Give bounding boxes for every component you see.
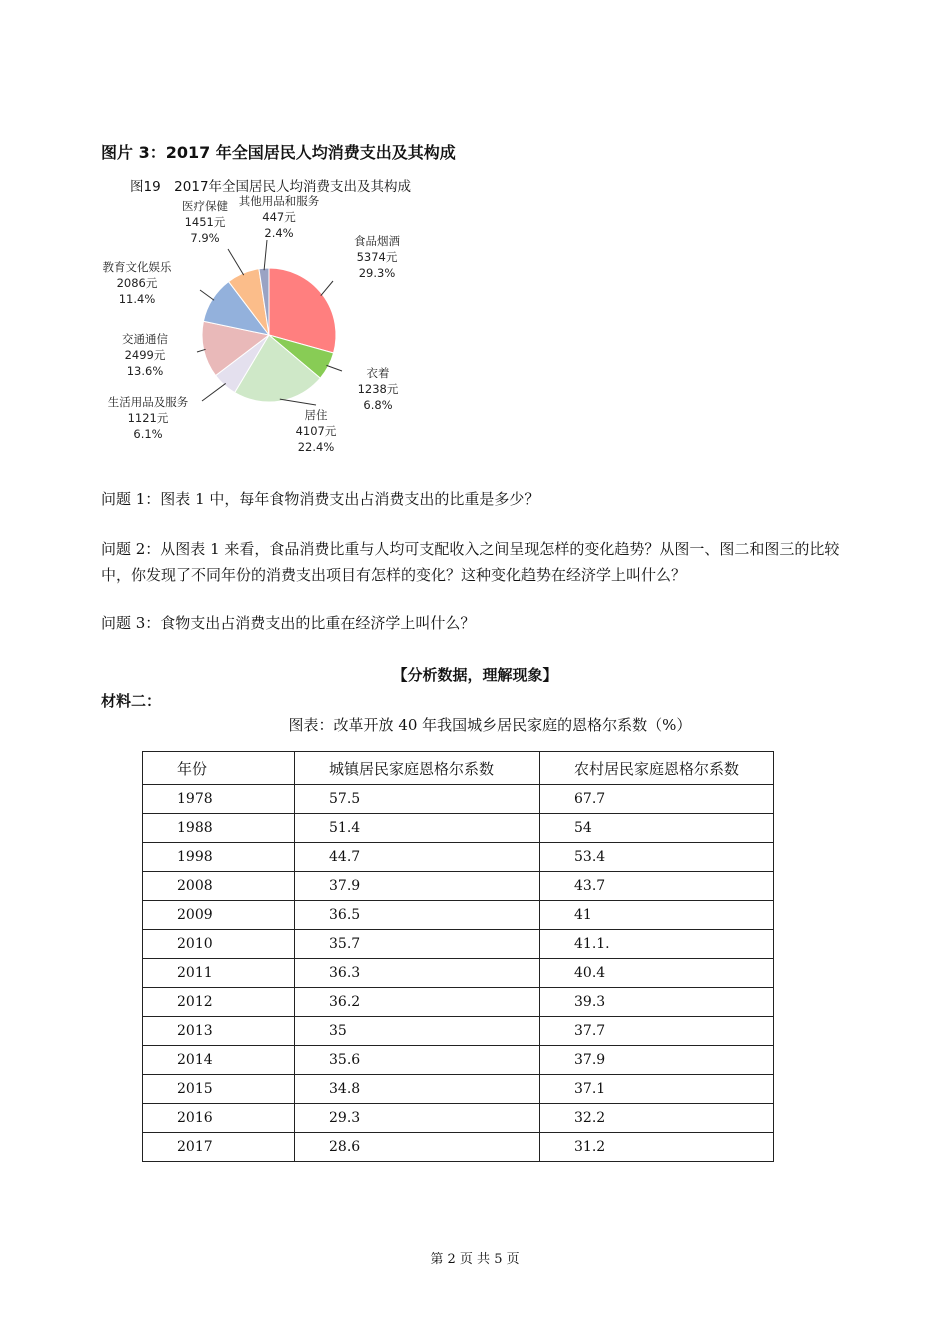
cell-urban: 57.5	[295, 785, 540, 814]
cell-urban: 36.2	[295, 988, 540, 1017]
pie-label-percent: 2.4%	[264, 226, 294, 240]
pie-leader-line	[326, 365, 342, 371]
cell-rural: 54	[540, 814, 774, 843]
pie-leader-line	[228, 249, 244, 275]
cell-year: 1988	[143, 814, 295, 843]
pie-leader-line	[200, 290, 214, 300]
header-year: 年份	[143, 752, 295, 785]
cell-rural: 41.1.	[540, 930, 774, 959]
question-3: 问题 3：食物支出占消费支出的比重在经济学上叫什么？	[101, 614, 476, 632]
cell-year: 2017	[143, 1133, 295, 1162]
cell-year: 2013	[143, 1017, 295, 1046]
pie-label-amount: 1451元	[184, 215, 226, 229]
cell-rural: 37.9	[540, 1046, 774, 1075]
cell-rural: 39.3	[540, 988, 774, 1017]
figure-3-heading: 图片 3：2017 年全国居民人均消费支出及其构成	[101, 143, 456, 162]
cell-urban: 44.7	[295, 843, 540, 872]
table-row	[143, 785, 774, 814]
pie-label-amount: 4107元	[295, 424, 337, 438]
pie-label-name: 教育文化娱乐	[102, 260, 172, 274]
header-urban: 城镇居民家庭恩格尔系数	[295, 752, 540, 785]
table-row	[143, 988, 774, 1017]
question-2: 问题 2：从图表 1 来看，食品消费比重与人均可支配收入之间呈现怎样的变化趋势？从图一、图二和图三的比较中，你发现了不同年份的消费支出项目有怎样的变化？这种变化趋势在经济学上叫什么？	[101, 540, 840, 584]
pie-label-amount: 2086元	[116, 276, 158, 290]
table-row	[143, 930, 774, 959]
pie-label-name: 食品烟酒	[354, 234, 400, 248]
cell-year: 1978	[143, 785, 295, 814]
cell-rural: 53.4	[540, 843, 774, 872]
cell-urban: 35.7	[295, 930, 540, 959]
table-row	[143, 872, 774, 901]
pie-label-amount: 1121元	[127, 411, 169, 425]
engel-coefficient-table	[142, 751, 774, 1162]
pie-label-name: 生活用品及服务	[107, 395, 189, 409]
table-row	[143, 1017, 774, 1046]
cell-rural: 40.4	[540, 959, 774, 988]
cell-year: 1998	[143, 843, 295, 872]
question-1: 问题 1：图表 1 中，每年食物消费支出占消费支出的比重是多少？	[101, 490, 540, 508]
cell-rural: 67.7	[540, 785, 774, 814]
section-title: 【分析数据，理解现象】	[392, 666, 558, 684]
pie-label-percent: 11.4%	[118, 292, 156, 306]
cell-year: 2008	[143, 872, 295, 901]
pie-label-percent: 7.9%	[190, 231, 220, 245]
table-row	[143, 814, 774, 843]
table-row	[143, 1104, 774, 1133]
table-row	[143, 843, 774, 872]
cell-rural: 32.2	[540, 1104, 774, 1133]
cell-urban: 36.3	[295, 959, 540, 988]
cell-year: 2009	[143, 901, 295, 930]
pie-label-percent: 6.1%	[133, 427, 163, 441]
page-footer: 第 2 页 共 5 页	[430, 1252, 520, 1267]
cell-urban: 35	[295, 1017, 540, 1046]
cell-urban: 51.4	[295, 814, 540, 843]
cell-urban: 28.6	[295, 1133, 540, 1162]
cell-urban: 37.9	[295, 872, 540, 901]
pie-label-percent: 6.8%	[363, 398, 393, 412]
cell-urban: 29.3	[295, 1104, 540, 1133]
cell-rural: 37.7	[540, 1017, 774, 1046]
pie-label-name: 居住	[304, 408, 328, 422]
cell-year: 2016	[143, 1104, 295, 1133]
cell-rural: 43.7	[540, 872, 774, 901]
cell-urban: 34.8	[295, 1075, 540, 1104]
cell-urban: 35.6	[295, 1046, 540, 1075]
pie-label-percent: 13.6%	[126, 364, 164, 378]
cell-year: 2015	[143, 1075, 295, 1104]
table-row	[143, 1046, 774, 1075]
cell-rural: 41	[540, 901, 774, 930]
table-row	[143, 901, 774, 930]
cell-year: 2012	[143, 988, 295, 1017]
pie-chart	[90, 195, 430, 470]
pie-label-name: 交通通信	[122, 332, 168, 346]
pie-label-name: 医疗保健	[182, 199, 228, 213]
pie-label-percent: 22.4%	[297, 440, 335, 454]
table-header-row	[143, 752, 774, 785]
pie-label-amount: 2499元	[124, 348, 166, 362]
table-row	[143, 959, 774, 988]
pie-label-percent: 29.3%	[358, 266, 396, 280]
pie-leader-line	[202, 383, 226, 401]
pie-leader-line	[264, 240, 267, 270]
table-row	[143, 1133, 774, 1162]
cell-year: 2011	[143, 959, 295, 988]
header-rural: 农村居民家庭恩格尔系数	[540, 752, 774, 785]
pie-leader-line	[280, 399, 316, 405]
cell-urban: 36.5	[295, 901, 540, 930]
pie-label-name: 其他用品和服务	[238, 195, 320, 208]
pie-label-amount: 447元	[262, 210, 296, 224]
cell-year: 2014	[143, 1046, 295, 1075]
table-caption: 图表：改革开放 40 年我国城乡居民家庭的恩格尔系数（%）	[288, 716, 692, 734]
table-row	[143, 1075, 774, 1104]
pie-label-name: 衣着	[366, 366, 390, 380]
cell-rural: 31.2	[540, 1133, 774, 1162]
pie-chart-title: 图19 2017年全国居民人均消费支出及其构成	[130, 179, 412, 195]
cell-year: 2010	[143, 930, 295, 959]
cell-rural: 37.1	[540, 1075, 774, 1104]
pie-label-amount: 5374元	[356, 250, 398, 264]
material-label: 材料二：	[101, 692, 162, 710]
pie-label-amount: 1238元	[357, 382, 399, 396]
pie-leader-line	[321, 281, 333, 296]
